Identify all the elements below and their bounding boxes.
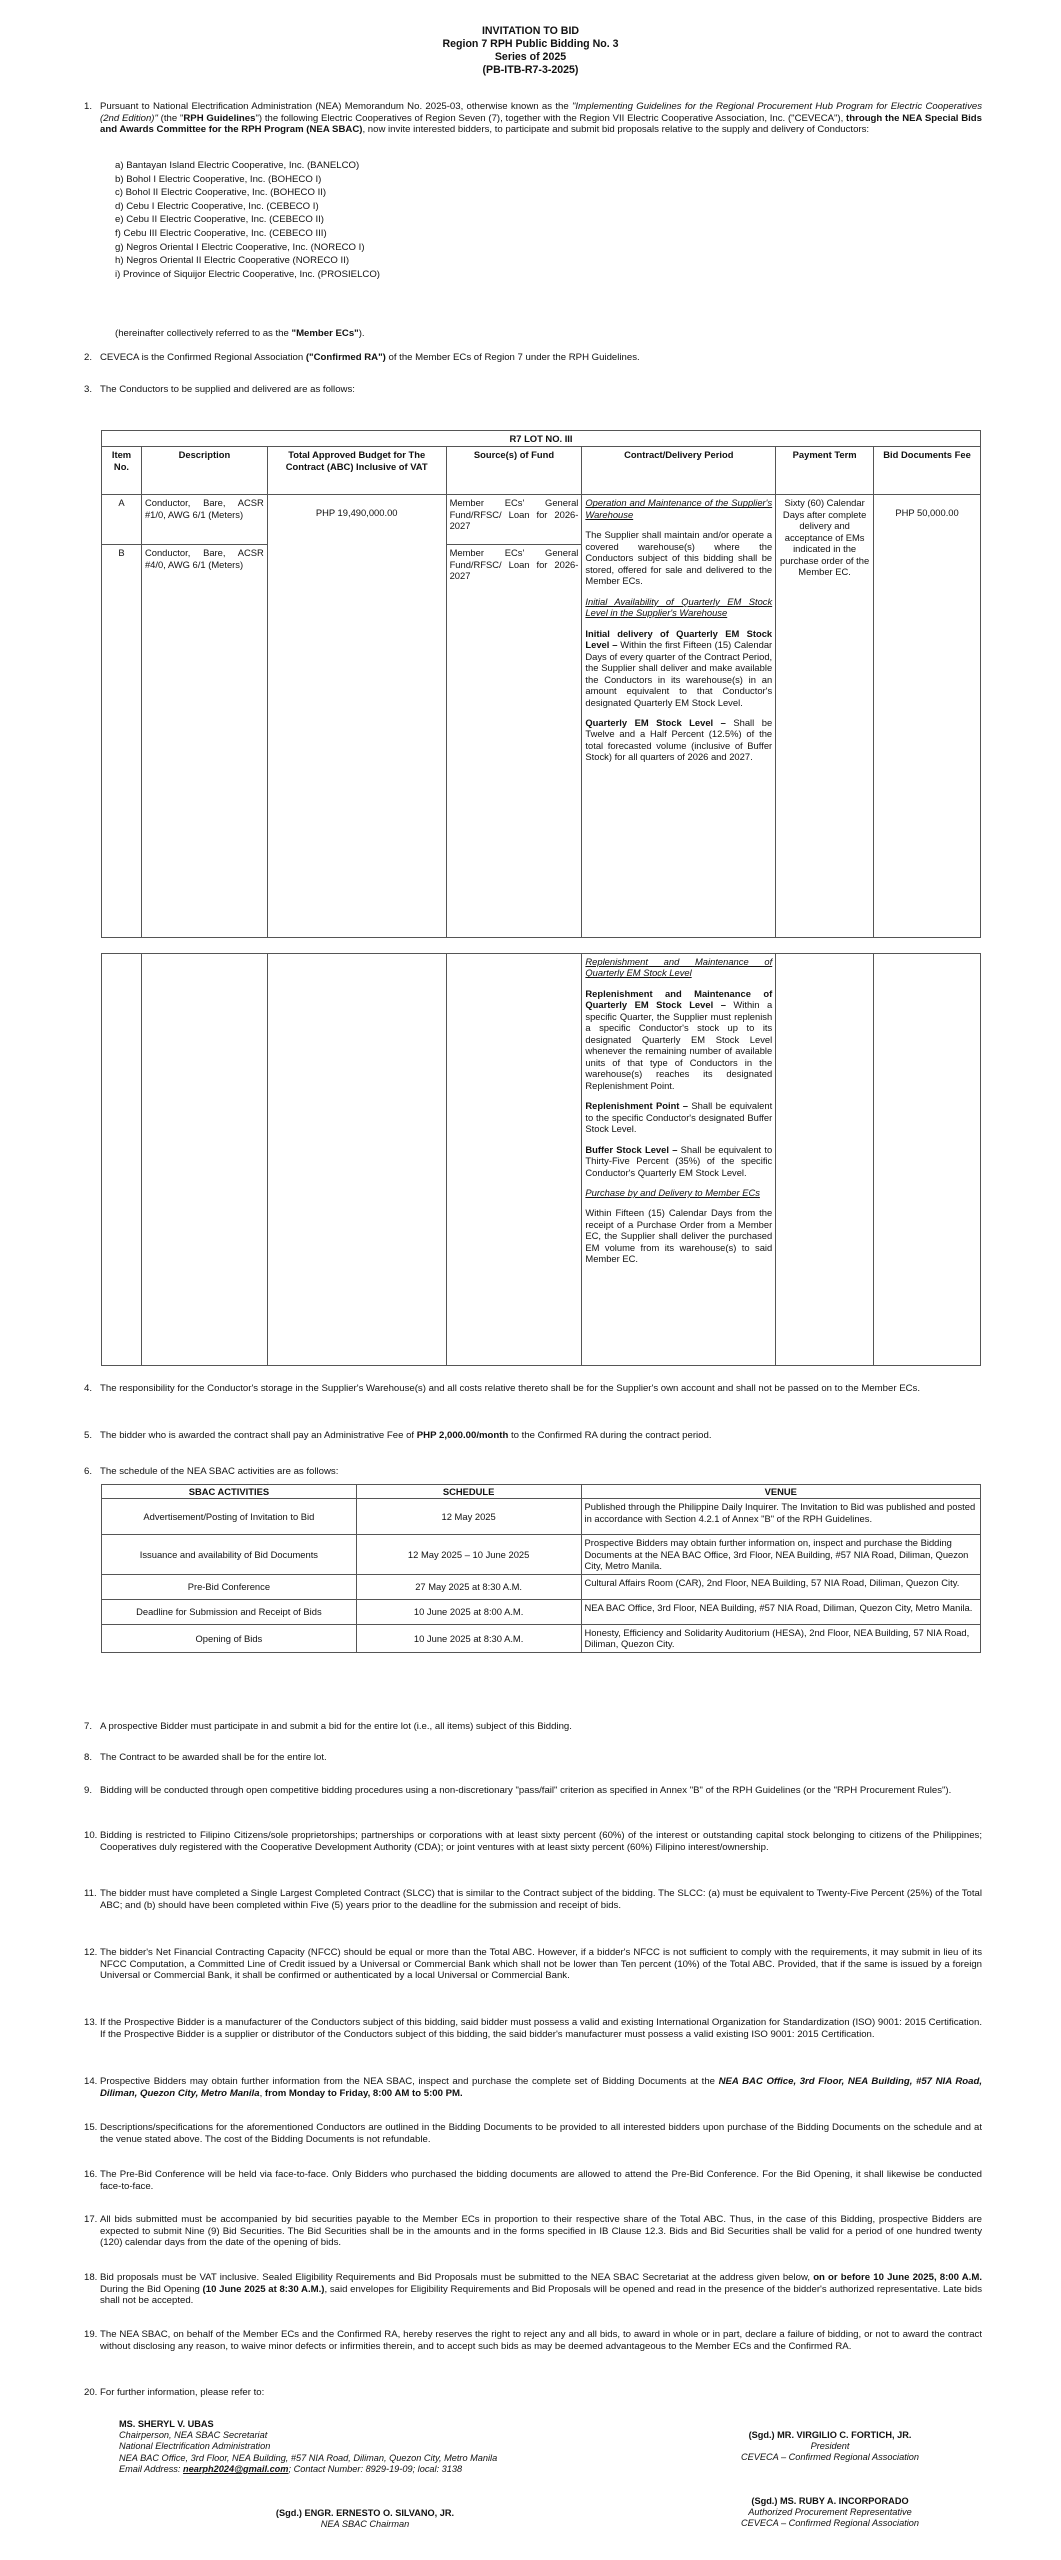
payment-term: Sixty (60) Calendar Days after complete delivery and acceptance of EMs indicated in the purchase order of the Member EC.: [776, 495, 874, 938]
para-20: 20. For further information, please refer to:: [84, 2387, 265, 2398]
para-8: 8. The Contract to be awarded shall be for the entire lot.: [84, 1752, 327, 1763]
col-header: Total Approved Budget for The Contract (ABC) Inclusive of VAT: [267, 447, 446, 495]
list-item: e) Cebu II Electric Cooperative, Inc. (CEBECO II): [115, 214, 325, 226]
list-item: i) Province of Siquijor Electric Cooperative, Inc. (PROSIELCO): [115, 268, 380, 280]
col-header: VENUE: [581, 1485, 981, 1499]
lot-table: [101, 430, 981, 938]
list-item: g) Negros Oriental I Electric Cooperative, Inc. (NORECO I): [115, 241, 365, 253]
para-19: 19. The NEA SBAC, on behalf of the Member ECs and the Confirmed RA, hereby reserves the right to reject any and all bids, to award in whole or in part, declare a failure of bidding, or not to award the contract without disclosing any reason, to waive minor defects or infirmities therein, and to accept such bids as may be deemed advantageous to the Member ECs and the Confirmed RA.: [84, 2329, 982, 2352]
list-item: h) Negros Oriental II Electric Cooperative (NORECO II): [115, 255, 350, 267]
item-no: B: [102, 545, 142, 938]
para-7: 7. A prospective Bidder must participate in and submit a bid for the entire lot (i.e., all items) subject of this Bidding.: [84, 1721, 572, 1732]
col-header: Item No.: [102, 447, 142, 495]
para-17: 17. All bids submitted must be accompanied by bid securities payable to the Member ECs in proportion to their respective share of the Total ABC. Thus, in the case of this Bidding, prospective Bidders are expected to submit Nine (9) Bid Securities. The Bid Securities shall be in the amounts and in the forms specified in IB Clause 12.3. Bids and Bid Securities shall be valid for a period of one hundred twenty (120) calendar days from the date of the opening of bids.: [84, 2214, 982, 2249]
fund-source: Member ECs' General Fund/RFSC/ Loan for 2026-2027: [446, 545, 582, 938]
signatory-fortich: (Sgd.) MR. VIRGILIO C. FORTICH, JR. President CEVECA – Confirmed Regional Association: [740, 2430, 920, 2463]
contact-name: MS. SHERYL V. UBAS: [119, 2419, 214, 2429]
list-item: c) Bohol II Electric Cooperative, Inc. (BOHECO II): [115, 187, 327, 199]
doc-ref: (PB-ITB-R7-3-2025): [482, 64, 579, 76]
col-header: SCHEDULE: [356, 1485, 581, 1499]
para-6: 6. The schedule of the NEA SBAC activities are as follows:: [84, 1466, 339, 1477]
table-row: Advertisement/Posting of Invitation to Bid 12 May 2025 Published through the Philippine Daily Inquirer. The Invitation to Bid was published and posted in accordance with Section 4.2.1 of Annex "B" of the RPH Guidelines.: [102, 1499, 981, 1535]
doc-title: INVITATION TO BID: [481, 25, 580, 37]
lot-table-continued: [101, 953, 981, 1366]
table-row: [102, 495, 981, 545]
abc-cell: PHP 19,490,000.00: [267, 495, 446, 938]
contact-block: MS. SHERYL V. UBAS Chairperson, NEA SBAC Secretariat National Electrification Administration NEA BAC Office, 3rd Floor, NEA Building, #57 NIA Road, Diliman, Quezon City, Metro Manila Email Address: nearph2024@gmail.com; Contact Number: 8929-19-09; local: 3138: [119, 2419, 498, 2474]
member-ec-list: [115, 160, 380, 282]
signatory-incorporado: (Sgd.) MS. RUBY A. INCORPORADO Authorized Procurement Representative CEVECA – Confirmed Regional Association: [740, 2496, 920, 2529]
col-header: Payment Term: [776, 447, 874, 495]
para-2: 2. CEVECA is the Confirmed Regional Association ("Confirmed RA") of the Member ECs of Region 7 under the RPH Guidelines.: [84, 352, 640, 363]
fund-source: Member ECs' General Fund/RFSC/ Loan for 2026-2027: [446, 495, 582, 545]
para-14: 14. Prospective Bidders may obtain further information from the NEA SBAC, inspect and purchase the complete set of Bidding Documents at the NEA BAC Office, 3rd Floor, NEA Building, #57 NIA Road, Diliman, Quezon City, Metro Manila, from Monday to Friday, 8:00 AM to 5:00 PM.: [84, 2076, 982, 2099]
para-9: 9. Bidding will be conducted through open competitive bidding procedures using a non-discretionary "pass/fail" criterion as specified in Annex "B" of the RPH Guidelines (or the "RPH Procurement Rules").: [84, 1785, 952, 1796]
para-13: 13. If the Prospective Bidder is a manufacturer of the Conductors subject of this bidding, said bidder must possess a valid and existing International Organization for Standardization (ISO) 9001: 2015 Certification. If the Prospective Bidder is a supplier or distributor of the Conductors subject of this bidding, the said bidder's manufacturer must possess a valid existing ISO 9001: 2015 Certification.: [84, 2017, 982, 2040]
col-header: Source(s) of Fund: [446, 447, 582, 495]
table-row: Issuance and availability of Bid Documents 12 May 2025 – 10 June 2025 Prospective Bidders may obtain further information on, inspect and purchase the Bidding Documents at the NEA BAC Office, 3rd Floor, NEA Building, #57 NIA Road, Diliman, Quezon City, Metro Manila.: [102, 1535, 981, 1574]
list-item: f) Cebu III Electric Cooperative, Inc. (CEBECO III): [115, 227, 327, 239]
para-12: 12. The bidder's Net Financial Contracting Capacity (NFCC) should be equal or more than the Total ABC. However, if a bidder's NFCC is not sufficient to comply with the requirements, it may submit in lieu of its NFCC Computation, a Committed Line of Credit issued by a Universal or Commercial Bank which shall not be lower than Ten percent (10%) of the Total ABC. Provided, that if the same is issued by a foreign Universal or Commercial Bank, it shall be confirmed or authenticated by a local Universal or Commercial Bank.: [84, 1947, 982, 1982]
col-header: SBAC ACTIVITIES: [102, 1485, 357, 1499]
item-no: A: [102, 495, 142, 545]
table-row: Pre-Bid Conference 27 May 2025 at 8:30 A.M. Cultural Affairs Room (CAR), 2nd Floor, NEA Building, 57 NIA Road, Diliman, Quezon City.: [102, 1574, 981, 1599]
para-3: 3. The Conductors to be supplied and delivered are as follows:: [84, 384, 355, 395]
table-row: Deadline for Submission and Receipt of Bids 10 June 2025 at 8:00 A.M. NEA BAC Office, 3rd Floor, NEA Building, #57 NIA Road, Diliman, Quezon City, Metro Manila.: [102, 1599, 981, 1624]
bid-docs-fee: PHP 50,000.00: [874, 495, 981, 938]
para-5: 5. The bidder who is awarded the contract shall pay an Administrative Fee of PHP 2,000.00/month to the Confirmed RA during the contract period.: [84, 1430, 712, 1441]
col-header: Description: [141, 447, 267, 495]
delivery-period-2: Replenishment and Maintenance of Quarterly EM Stock Level Replenishment and Maintenance of Quarterly EM Stock Level – Within a specific Quarter, the Supplier must replenish a specific Conductor's stock up to its designated Quarterly EM Stock Level whenever the remaining number of available units of that type of Conductors in the warehouse(s) reaches its designated Replenishment Point. Replenishment Point – Shall be equivalent to the specific Conductor's designated Buffer Stock Level. Buffer Stock Level – Shall be equivalent to Thirty-Five Percent (35%) of the specific Conductor's Quarterly EM Stock Level. Purchase by and Delivery to Member ECs Within Fifteen (15) Calendar Days from the receipt of a Purchase Order from a Member EC, the Supplier shall deliver the purchased EM volume from its warehouse(s) to said Member EC.: [582, 954, 776, 1366]
doc-series: Series of 2025: [494, 51, 567, 63]
para-number: 1.: [84, 101, 93, 112]
item-desc: Conductor, Bare, ACSR #4/0, AWG 6/1 (Meters): [141, 545, 267, 938]
table-row: [102, 954, 981, 1366]
list-item: d) Cebu I Electric Cooperative, Inc. (CEBECO I): [115, 200, 319, 212]
doc-subtitle: Region 7 RPH Public Bidding No. 3: [442, 38, 619, 50]
item-desc: Conductor, Bare, ACSR #1/0, AWG 6/1 (Meters): [141, 495, 267, 545]
lot-title: R7 LOT NO. III: [102, 431, 981, 447]
delivery-period-1: Operation and Maintenance of the Supplier's Warehouse The Supplier shall maintain and/or operate a covered warehouse(s) where the Conductors subject of this bidding shall be stored, offered for sale and delivered to the Member ECs. Initial Availability of Quarterly EM Stock Level in the Supplier's Warehouse Initial delivery of Quarterly EM Stock Level – Within the first Fifteen (15) Calendar Days of every quarter of the Contract Period, the Supplier shall deliver and make available the Conductors in its warehouse(s) in an amount equivalent to that Conductor's designated Quarterly EM Stock Level. Quarterly EM Stock Level – Shall be Twelve and a Half Percent (12.5%) of the total forecasted volume (inclusive of Buffer Stock) for all quarters of 2026 and 2027.: [582, 495, 776, 938]
list-item: a) Bantayan Island Electric Cooperative, Inc. (BANELCO): [115, 160, 360, 171]
para-15: 15. Descriptions/specifications for the aforementioned Conductors are outlined in the Bidding Documents to be provided to all interested bidders upon purchase of the Bidding Documents on the schedule and at the venue stated above. The cost of the Bidding Documents is not refundable.: [84, 2122, 982, 2145]
para-16: 16. The Pre-Bid Conference will be held via face-to-face. Only Bidders who purchased the bidding documents are allowed to attend the Pre-Bid Conference. For the Bid Opening, it shall likewise be conducted face-to-face.: [84, 2169, 982, 2192]
list-item: b) Bohol I Electric Cooperative, Inc. (BOHECO I): [115, 173, 322, 185]
para-4: 4. The responsibility for the Conductor's storage in the Supplier's Warehouse(s) and all costs relative thereto shall be for the Supplier's own account and shall not be passed on to the Member ECs.: [84, 1383, 920, 1394]
hereinafter-note: (hereinafter collectively referred to as the "Member ECs").: [115, 328, 365, 339]
email-link[interactable]: nearph2024@gmail.com: [183, 2463, 289, 2474]
table-row: Opening of Bids 10 June 2025 at 8:30 A.M. Honesty, Efficiency and Solidarity Auditorium (HESA), 2nd Floor, NEA Building, 57 NIA Road, Diliman, Quezon City.: [102, 1624, 981, 1652]
signatory-silvano: (Sgd.) ENGR. ERNESTO O. SILVANO, JR. NEA SBAC Chairman: [275, 2508, 455, 2530]
para-1: 1. Pursuant to National Electrification Administration (NEA) Memorandum No. 2025-03, otherwise known as the "Implementing Guidelines for the Regional Procurement Hub Program for Electric Cooperatives (2nd Edition)" (the "RPH Guidelines") the following Electric Cooperatives of Region Seven (7), together with the Region VII Electric Cooperative Association, Inc. ("CEVECA"), through the NEA Special Bids and Awards Committee for the RPH Program (NEA SBAC), now invite interested bidders, to participate and submit bid proposals relative to the supply and delivery of Conductors:: [84, 101, 982, 136]
para-11: 11. The bidder must have completed a Single Largest Completed Contract (SLCC) that is similar to the Contract subject of the bidding. The SLCC: (a) must be equivalent to Twenty-Five Percent (25%) of the Total ABC; and (b) should have been completed within Five (5) years prior to the deadline for the submission and receipt of bids.: [84, 1888, 982, 1911]
para-10: 10. Bidding is restricted to Filipino Citizens/sole proprietorships; partnerships or corporations with at least sixty percent (60%) of the interest or outstanding capital stock belonging to citizens of the Philippines; Cooperatives duly registered with the Cooperative Development Authority (CDA); or joint ventures with at least sixty percent (60%) Filipino interest/ownership.: [84, 1830, 982, 1853]
col-header: Bid Documents Fee: [874, 447, 981, 495]
schedule-table: [101, 1484, 981, 1653]
para-18: 18. Bid proposals must be VAT inclusive. Sealed Eligibility Requirements and Bid Proposals must be submitted to the NEA SBAC Secretariat at the address given below, on or before 10 June 2025, 8:00 A.M. During the Bid Opening (10 June 2025 at 8:30 A.M.), said envelopes for Eligibility Requirements and Bid Proposals will be opened and read in the presence of the bidder's authorized representative. Late bids shall not be accepted.: [84, 2272, 982, 2307]
col-header: Contract/Delivery Period: [582, 447, 776, 495]
